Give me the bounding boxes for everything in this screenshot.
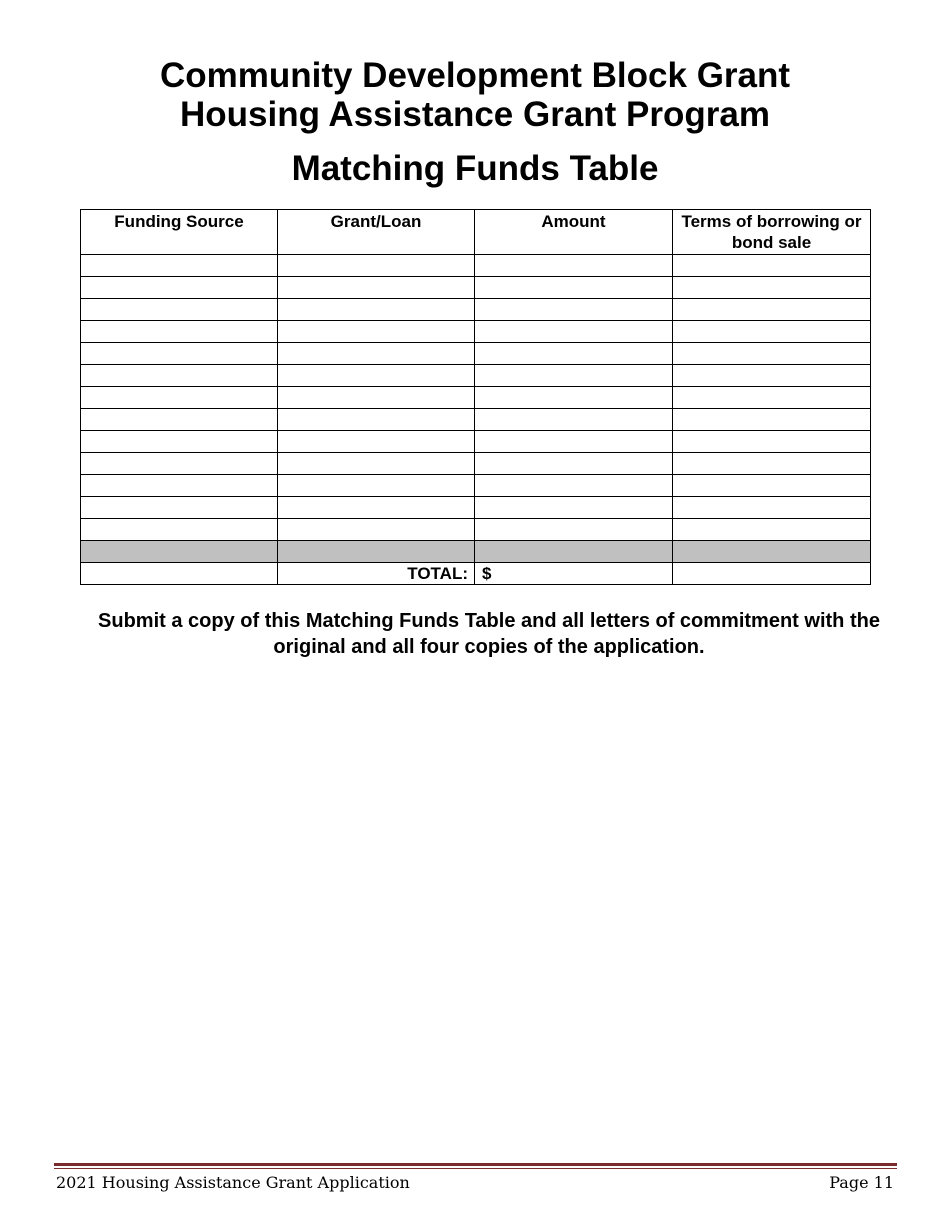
terms-cell[interactable] (673, 299, 871, 321)
table-row (81, 387, 871, 409)
funding-source-cell[interactable] (81, 475, 278, 497)
table-row (81, 299, 871, 321)
total-row (81, 563, 871, 585)
amount-cell[interactable] (475, 255, 673, 277)
matching-funds-table (80, 209, 871, 585)
table-row (81, 453, 871, 475)
grant-loan-cell[interactable] (278, 277, 475, 299)
submission-instructions: Submit a copy of this Matching Funds Table and all letters of commitment with the original and all four copies of the application. (98, 610, 880, 658)
footer-rule (54, 1163, 897, 1166)
amount-cell[interactable] (475, 299, 673, 321)
amount-cell[interactable] (475, 453, 673, 475)
grant-loan-cell[interactable] (278, 387, 475, 409)
terms-cell[interactable] (673, 453, 871, 475)
table-row (81, 431, 871, 453)
terms-cell[interactable] (673, 475, 871, 497)
table-row (81, 255, 871, 277)
grant-loan-cell[interactable] (278, 409, 475, 431)
table-row (81, 475, 871, 497)
table-row (81, 277, 871, 299)
footer-document-title: 2021 Housing Assistance Grant Application (56, 1173, 410, 1192)
footer-page-number: Page 11 (829, 1173, 894, 1192)
table-row (81, 497, 871, 519)
amount-cell[interactable] (475, 321, 673, 343)
grant-loan-cell[interactable] (278, 299, 475, 321)
header-terms: Terms of borrowing or bond sale (673, 210, 871, 255)
funding-source-cell[interactable] (81, 431, 278, 453)
amount-cell[interactable] (475, 277, 673, 299)
funding-source-cell[interactable] (81, 453, 278, 475)
amount-cell[interactable] (475, 365, 673, 387)
terms-cell[interactable] (673, 387, 871, 409)
funding-source-cell[interactable] (81, 343, 278, 365)
grant-loan-cell[interactable] (278, 475, 475, 497)
funding-source-cell[interactable] (81, 321, 278, 343)
grant-loan-cell[interactable] (278, 343, 475, 365)
table-row (81, 321, 871, 343)
terms-cell[interactable] (673, 321, 871, 343)
grant-loan-cell[interactable] (278, 453, 475, 475)
funding-source-cell[interactable] (81, 519, 278, 541)
terms-cell[interactable] (673, 431, 871, 453)
total-terms-cell (673, 563, 871, 585)
funding-source-cell[interactable] (81, 365, 278, 387)
table-header-row (81, 210, 871, 255)
amount-cell[interactable] (475, 387, 673, 409)
grant-loan-cell[interactable] (278, 321, 475, 343)
header-amount: Amount (475, 210, 673, 255)
amount-cell[interactable] (475, 497, 673, 519)
grant-loan-cell[interactable] (278, 497, 475, 519)
amount-cell[interactable] (475, 475, 673, 497)
funding-source-cell[interactable] (81, 255, 278, 277)
amount-cell[interactable] (475, 409, 673, 431)
terms-cell[interactable] (673, 497, 871, 519)
terms-cell[interactable] (673, 519, 871, 541)
funding-source-cell[interactable] (81, 409, 278, 431)
table-row (81, 519, 871, 541)
terms-cell[interactable] (673, 365, 871, 387)
header-grant-loan: Grant/Loan (278, 210, 475, 255)
grant-loan-cell[interactable] (278, 365, 475, 387)
grant-loan-cell[interactable] (278, 519, 475, 541)
terms-cell[interactable] (673, 409, 871, 431)
grant-loan-cell[interactable] (278, 431, 475, 453)
table-row (81, 365, 871, 387)
amount-cell[interactable] (475, 431, 673, 453)
terms-cell[interactable] (673, 255, 871, 277)
total-label: TOTAL: (278, 563, 475, 585)
page-title: Matching Funds Table (291, 149, 659, 188)
amount-cell[interactable] (475, 343, 673, 365)
header-funding-source: Funding Source (81, 210, 278, 255)
amount-cell[interactable] (475, 519, 673, 541)
funding-source-cell[interactable] (81, 387, 278, 409)
shaded-separator-row (81, 541, 871, 563)
funding-source-cell[interactable] (81, 497, 278, 519)
grant-loan-cell[interactable] (278, 255, 475, 277)
table-body (81, 255, 871, 585)
total-row-blank-cell (81, 563, 278, 585)
funding-source-cell[interactable] (81, 277, 278, 299)
footer-rule-thin (54, 1168, 897, 1169)
title-line-2: Housing Assistance Grant Program (180, 95, 770, 134)
table-row (81, 409, 871, 431)
title-line-1: Community Development Block Grant (159, 56, 791, 95)
funding-source-cell[interactable] (81, 299, 278, 321)
total-amount-cell[interactable]: $ (475, 563, 673, 585)
terms-cell[interactable] (673, 277, 871, 299)
table-row (81, 343, 871, 365)
terms-cell[interactable] (673, 343, 871, 365)
